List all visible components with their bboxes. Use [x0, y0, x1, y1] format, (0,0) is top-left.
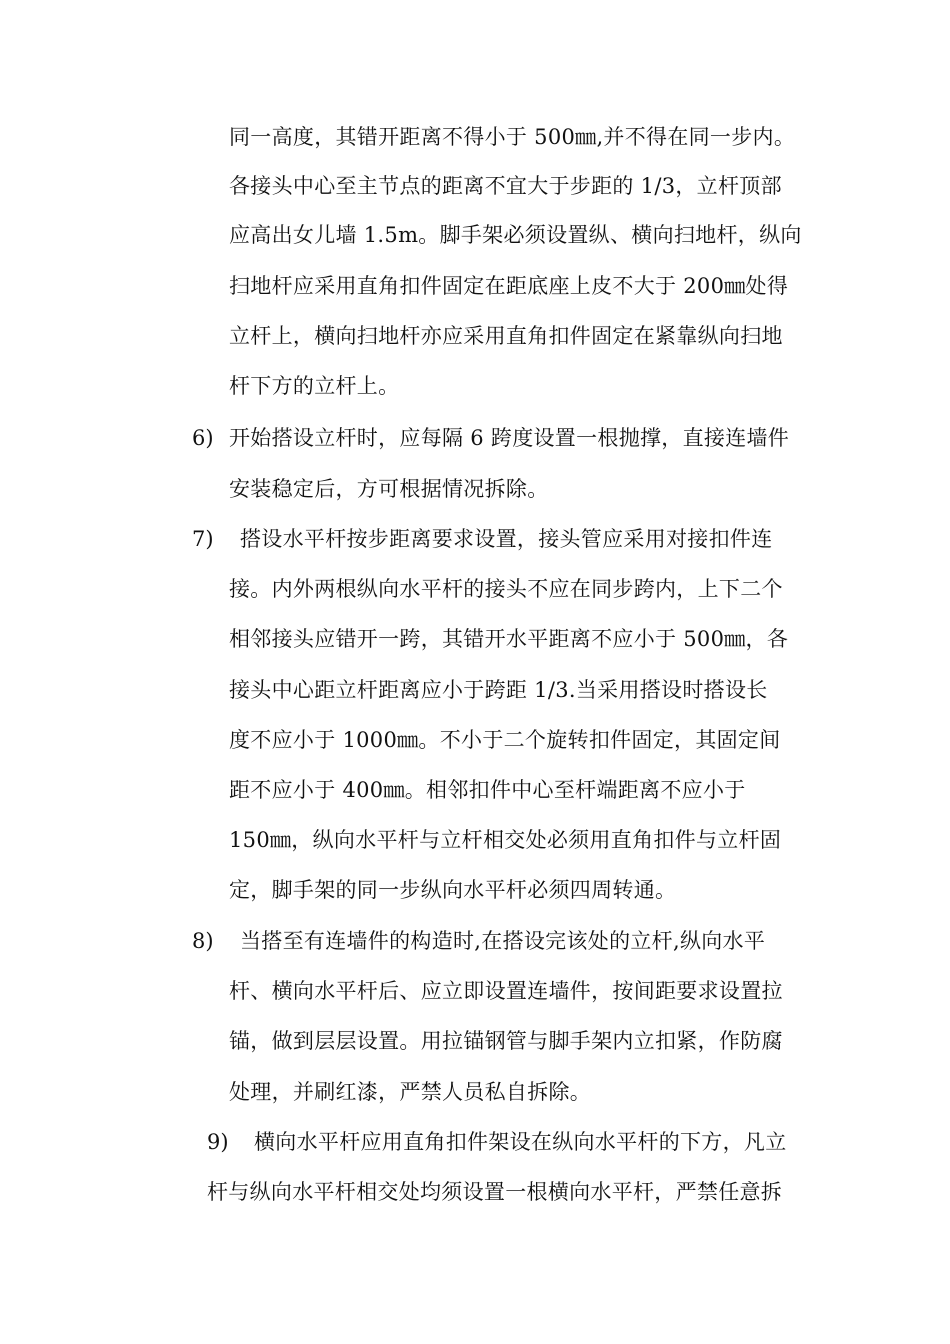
text-line: 定，脚手架的同一步纵向水平杆必须四周转通。 — [229, 878, 677, 902]
list-item-number: 8) — [192, 929, 214, 953]
text-line: 相邻接头应错开一跨，其错开水平距离不应小于 500㎜，各 — [229, 627, 789, 651]
text-line: 扫地杆应采用直角扣件固定在距底座上皮不大于 200㎜处得 — [229, 274, 789, 298]
text-line: 接。内外两根纵向水平杆的接头不应在同步跨内，上下二个 — [229, 577, 783, 601]
text-line: 150㎜，纵向水平杆与立杆相交处必须用直角扣件与立杆固 — [229, 828, 782, 852]
text-line: 搭设水平杆按步距离要求设置，接头管应采用对接扣件连 — [240, 527, 773, 551]
list-item-number: 7) — [192, 527, 214, 551]
text-line: 应高出女儿墙 1.5m。脚手架必须设置纵、横向扫地杆，纵向 — [229, 223, 802, 247]
text-line: 当搭至有连墙件的构造时,在搭设完该处的立杆,纵向水平 — [240, 929, 766, 953]
text-line: 立杆上，横向扫地杆亦应采用直角扣件固定在紧靠纵向扫地 — [229, 324, 783, 348]
list-item-number: 9) — [207, 1130, 229, 1154]
text-line: 度不应小于 1000㎜。不小于二个旋转扣件固定，其固定间 — [229, 728, 781, 752]
text-line: 杆下方的立杆上。 — [229, 374, 400, 398]
text-line: 杆、横向水平杆后、应立即设置连墙件，按间距要求设置拉 — [229, 979, 783, 1003]
text-line: 锚，做到层层设置。用拉锚钢管与脚手架内立扣紧，作防腐 — [229, 1029, 783, 1053]
text-line: 接头中心距立杆距离应小于跨距 1/3.当采用搭设时搭设长 — [229, 678, 768, 702]
text-line: 距不应小于 400㎜。相邻扣件中心至杆端距离不应小于 — [229, 778, 746, 802]
text-line: 横向水平杆应用直角扣件架设在纵向水平杆的下方，凡立 — [254, 1130, 787, 1154]
text-line: 处理，并刷红漆，严禁人员私自拆除。 — [229, 1080, 592, 1104]
text-line: 同一高度，其错开距离不得小于 500㎜,并不得在同一步内。 — [229, 125, 796, 149]
text-line: 开始搭设立杆时，应每隔 6 跨度设置一根抛撑，直接连墙件 — [229, 426, 790, 450]
text-line: 各接头中心至主节点的距离不宜大于步距的 1/3，立杆顶部 — [229, 174, 782, 198]
list-item-number: 6) — [192, 426, 214, 450]
text-line: 杆与纵向水平杆相交处均须设置一根横向水平杆，严禁任意拆 — [207, 1180, 783, 1204]
text-line: 安装稳定后，方可根据情况拆除。 — [229, 477, 549, 501]
